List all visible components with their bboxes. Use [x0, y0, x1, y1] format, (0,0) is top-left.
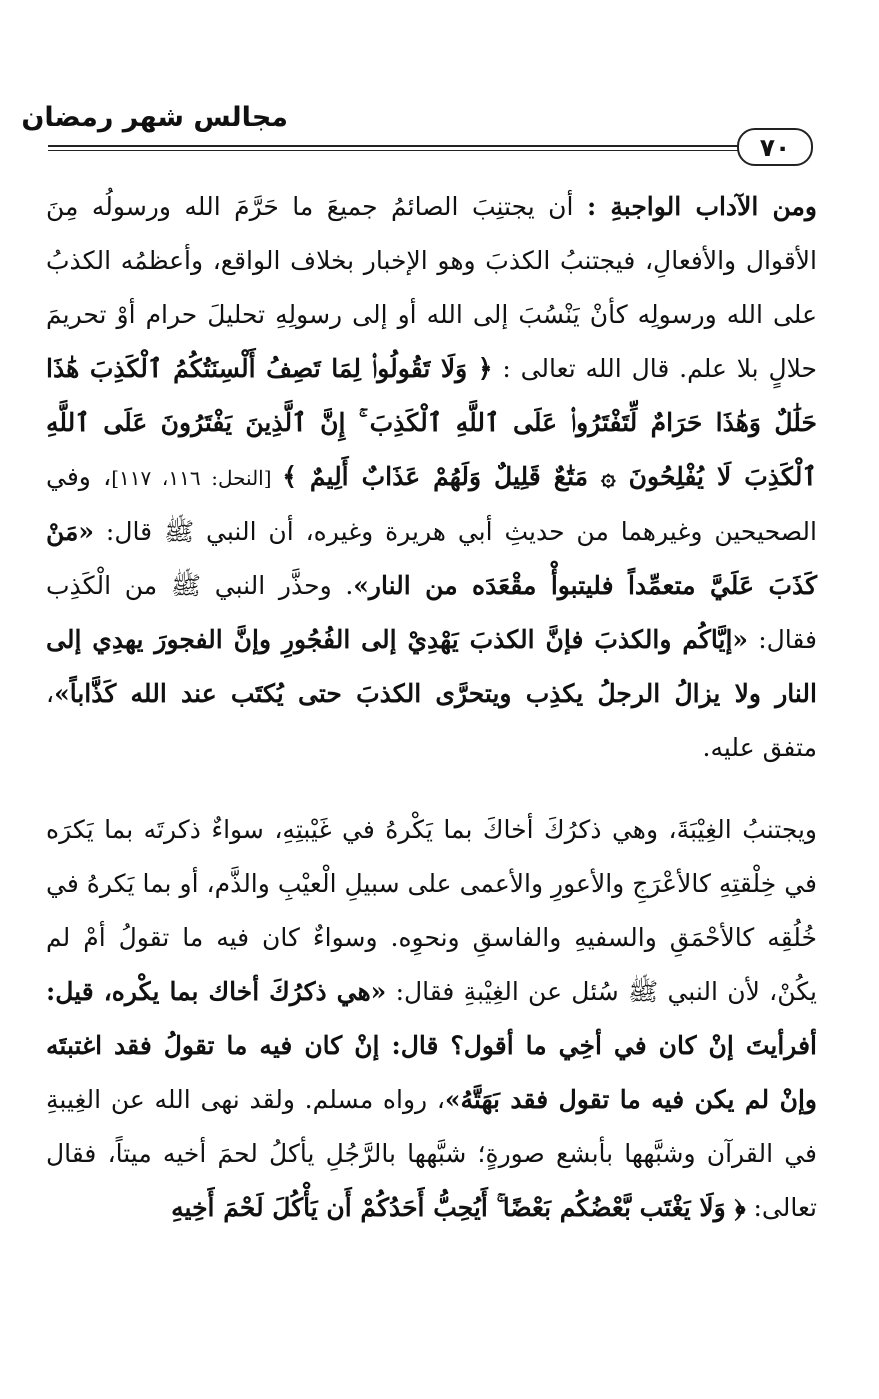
- running-title: مجالس شهر رمضان: [21, 102, 288, 133]
- page-number: ٧٠: [759, 132, 791, 162]
- quran-quote: ﴿ وَلَا يَغْتَب بَّعْضُكُم بَعْضًا ۚ أَيُحِبُّ أَحَدُكُمْ أَن يَأْكُلَ لَحْمَ أَخِيهِ: [171, 1193, 746, 1222]
- hadith-quote: «هي ذكرُكَ أخاك بما يكْره، قيل: أفرأيتَ إنْ كان في أخِي ما أقول؟ قال: إنْ كان فيه ما تقولُ فقد اغتبتَه وإنْ لم يكن فيه ما تقول فقد بَهَتَّهُ»: [46, 977, 817, 1114]
- paragraph-backbiting: [46, 803, 817, 1235]
- text-segment: . وحذَّر النبي ﷺ من الْكَذِب فقال:: [46, 571, 818, 654]
- body-text: [46, 180, 817, 1235]
- hadith-quote: «إيَّاكُم والكذبَ فإنَّ الكذبَ يَهْدِيْ إلى الفُجُورِ وإنَّ الفجورَ يهدِي إلى النار ولا يزالُ الرجلُ يكذِب ويتحرَّى الكذبَ حتى يُكتَب عند الله كَذَّاباً»: [46, 625, 817, 708]
- text-segment: ويجتنبُ الغِيْبَةَ، وهي ذكرُكَ أخاكَ بما يَكْرهُ في غَيْبتِهِ، سواءٌ ذكرتَه بما يَكرَه في خِلْقتِهِ كالأعْرَجِ والأعورِ والأعمى على سبيلِ الْعيْبِ والذَّم، أو بما يَكرهُ في خُلُقِه كالأحْمَقِ والسفيهِ والفاسقِ ونحوِه. وسواءٌ كان فيه ما تقولُ أمْ لم يكُنْ، لأن النبي ﷺ سُئل عن الغِيْبةِ فقال:: [46, 815, 817, 1006]
- text-segment: أن يجتنِبَ الصائمُ جميعَ ما حَرَّمَ الله ورسولُه مِنَ الأقوال والأفعالِ، فيجتنبُ الكذبَ وهو الإخبار بخلاف الواقع، وأعظمُه الكذبُ على الله ورسولِه كأنْ يَنْسُبَ إلى الله أو إلى رسولِهِ تحليلَ حرام أوْ تحريمَ حلالٍ بلا علم. قال الله تعالى :: [46, 192, 817, 383]
- hadith-quote: «مَنْ كَذَبَ عَلَيَّ متعمِّداً فليتبوأْ مقْعَدَه من النار»: [46, 517, 817, 600]
- page-number-badge: [737, 128, 813, 166]
- paragraph-lying: [46, 180, 817, 775]
- paragraph-lead: ومن الآداب الواجبةِ :: [586, 192, 817, 221]
- text-segment: ، متفق عليه.: [46, 679, 817, 762]
- quran-quote: ﴿ وَلَا تَقُولُوا۟ لِمَا تَصِفُ أَلْسِنَتُكُمُ ٱلْكَذِبَ هَٰذَا حَلَٰلٌ وَهَٰذَا حَرَامٌ لِّتَفْتَرُوا۟ عَلَى ٱللَّهِ ٱلْكَذِبَ ۚ إِنَّ ٱلَّذِينَ يَفْتَرُونَ عَلَى ٱللَّهِ ٱلْكَذِبَ لَا يُفْلِحُونَ ۞ مَتَٰعٌ قَلِيلٌ وَلَهُمْ عَذَابٌ أَلِيمٌ ﴾: [46, 354, 817, 491]
- header-rule: [48, 145, 747, 151]
- quran-reference: [النحل: ١١٦، ١١٧]: [111, 466, 283, 490]
- text-segment: ، رواه مسلم. ولقد نهى الله عن الغِيبةِ في القرآن وشبَّهها بأبشع صورةٍ؛ شبَّهها بالرَّجُلِ يأكلُ لحمَ أخيه ميتاً، فقال تعالى:: [46, 1085, 817, 1222]
- text-segment: ، وفي الصحيحين وغيرهما من حديثِ أبي هريرة وغيره، أن النبي ﷺ قال:: [46, 462, 817, 546]
